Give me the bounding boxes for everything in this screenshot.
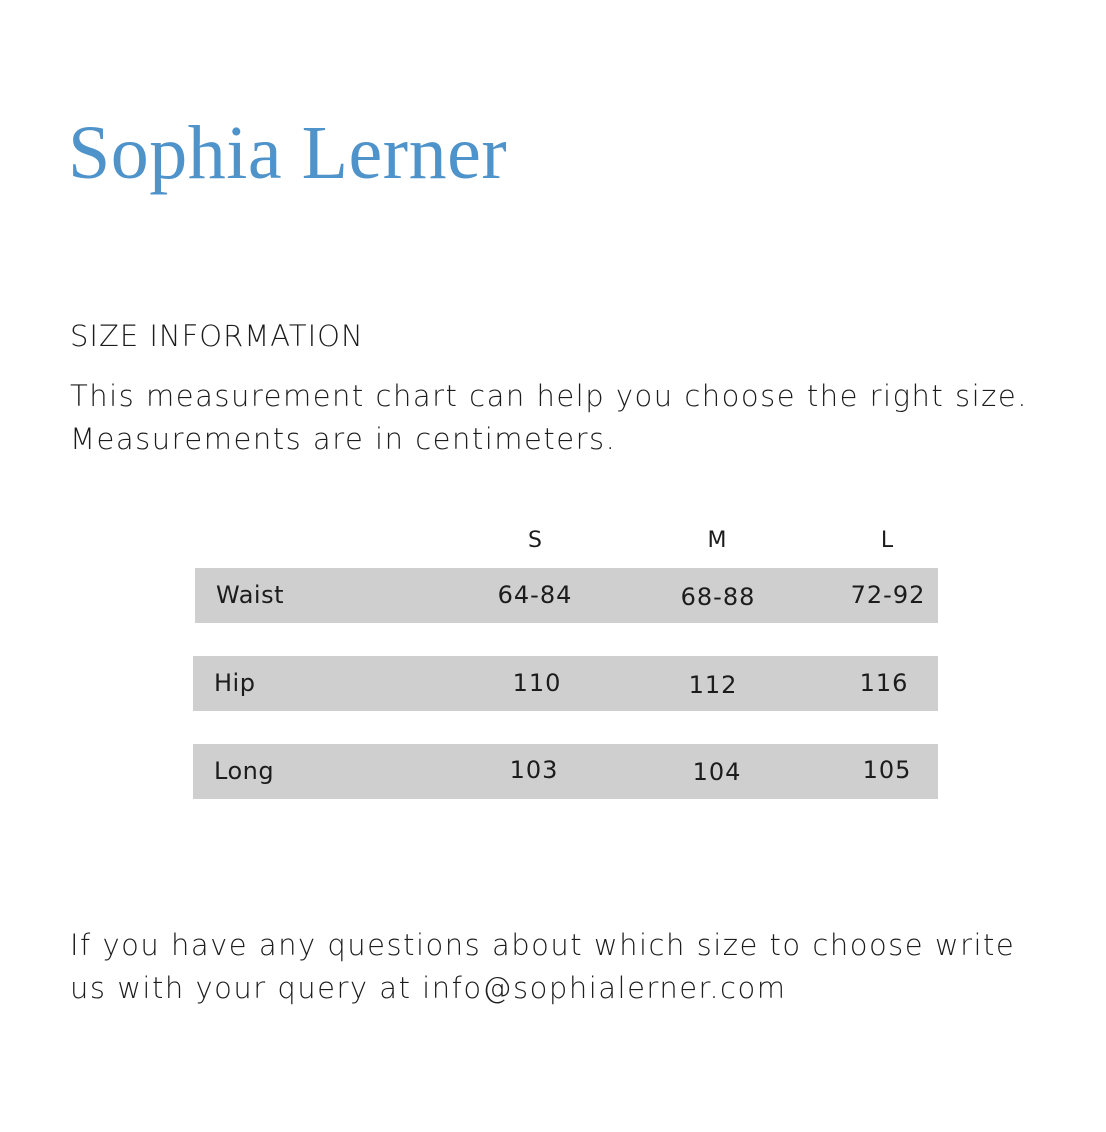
column-header-m: M bbox=[707, 528, 727, 553]
contact-note bbox=[70, 924, 1060, 1010]
intro-line-2: Measurements are in centimeters. bbox=[70, 422, 617, 456]
contact-line-2: us with your query at info@sophialerner.com bbox=[70, 971, 787, 1005]
cell-long-s: 103 bbox=[509, 756, 559, 784]
row-label-long: Long bbox=[214, 757, 275, 785]
cell-hip-m: 112 bbox=[688, 671, 738, 699]
cell-hip-s: 110 bbox=[512, 669, 562, 697]
table-row-waist bbox=[195, 568, 938, 623]
cell-waist-s: 64-84 bbox=[497, 581, 573, 609]
cell-waist-m: 68-88 bbox=[680, 583, 756, 611]
row-label-hip: Hip bbox=[214, 669, 256, 697]
brand-logo: Sophia Lerner bbox=[68, 111, 508, 195]
column-header-l: L bbox=[880, 528, 894, 553]
row-label-waist: Waist bbox=[216, 581, 284, 609]
cell-long-m: 104 bbox=[692, 758, 742, 786]
cell-waist-l: 72-92 bbox=[850, 581, 926, 609]
cell-hip-l: 116 bbox=[859, 669, 909, 697]
cell-long-l: 105 bbox=[862, 756, 912, 784]
intro-text bbox=[70, 375, 1060, 461]
table-row-long bbox=[193, 744, 938, 799]
section-heading: SIZE INFORMATION bbox=[70, 319, 364, 353]
table-row-hip bbox=[193, 656, 938, 711]
contact-line-1: If you have any questions about which size to choose write bbox=[70, 928, 1016, 962]
column-header-s: S bbox=[528, 528, 542, 553]
intro-line-1: This measurement chart can help you choose the right size. bbox=[70, 379, 1028, 413]
